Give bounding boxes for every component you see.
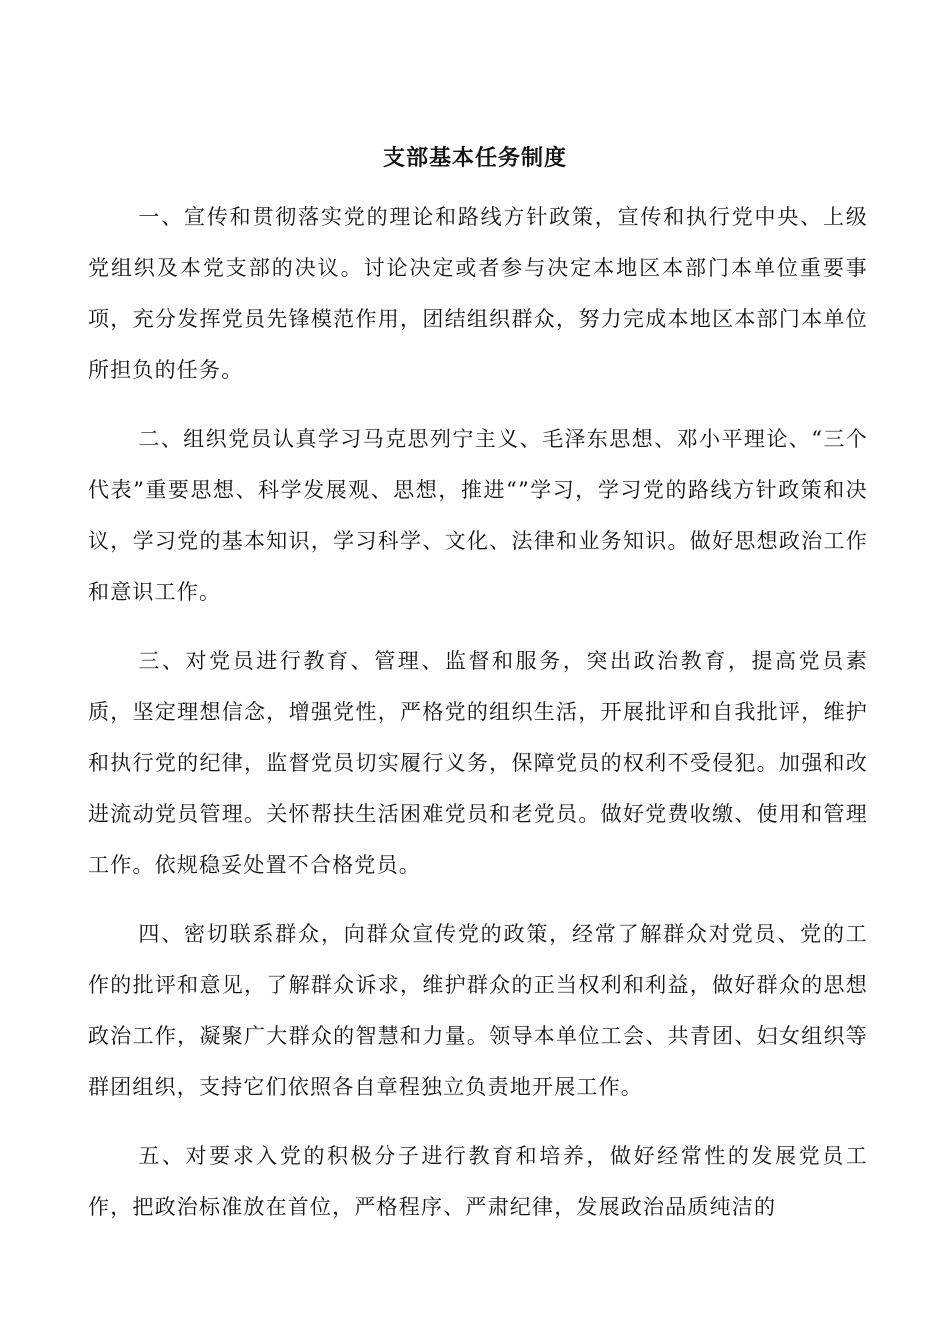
document-title: 支部基本任务制度 xyxy=(382,145,567,171)
paragraph-2: 二、组织党员认真学习马克思列宁主义、毛泽东思想、邓小平理论、“三个代表”重要思想、科学发展观、思想，推进“”学习，学习党的路线方针政策和决议，学习党的基本知识，学习科学、文化、法律和业务知识。做好思想政治工作和意识工作。 xyxy=(88,427,868,604)
paragraph-5: 五、对要求入党的积极分子进行教育和培养，做好经常性的发展党员工作，把政治标准放在首位，严格程序、严肃纪律，发展政治品质纯洁的 xyxy=(88,1144,868,1219)
document-body xyxy=(88,192,868,1251)
paragraph-4: 四、密切联系群众，向群众宣传党的政策，经常了解群众对党员、党的工作的批评和意见，了解群众诉求，维护群众的正当权利和利益，做好群众的思想政治工作，凝聚广大群众的智慧和力量。领导本单位工会、共青团、妇女组织等群团组织，支持它们依照各自章程独立负责地开展工作。 xyxy=(88,922,868,1099)
paragraph-1: 一、宣传和贯彻落实党的理论和路线方针政策，宣传和执行党中央、上级党组织及本党支部的决议。讨论决定或者参与决定本地区本部门本单位重要事项，充分发挥党员先锋模范作用，团结组织群众，努力完成本地区本部门本单位所担负的任务。 xyxy=(88,205,868,382)
paragraph-3: 三、对党员进行教育、管理、监督和服务，突出政治教育，提高党员素质，坚定理想信念，增强党性，严格党的组织生活，开展批评和自我批评，维护和执行党的纪律，监督党员切实履行义务，保障党员的权利不受侵犯。加强和改进流动党员管理。关怀帮扶生活困难党员和老党员。做好党费收缴、使用和管理工作。依规稳妥处置不合格党员。 xyxy=(88,649,868,877)
